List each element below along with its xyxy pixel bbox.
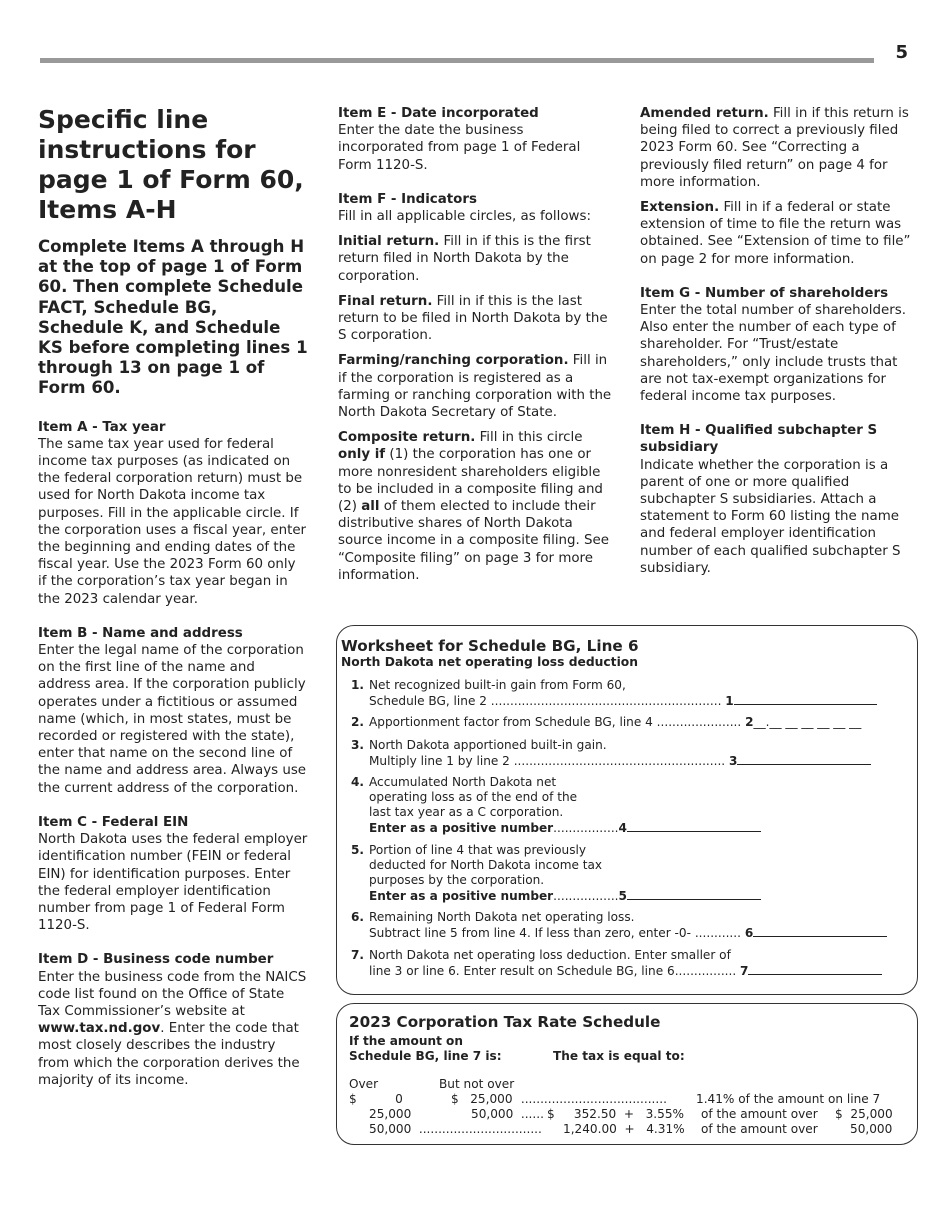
lead-paragraph: Complete Items A through H at the top of page 1 of Form 60. Then complete Schedule FACT, Schedule BG, Schedule K, and Schedule KS before completing lines 1 through 13 on page 1 of Form 60. — [38, 237, 308, 398]
worksheet-title: Worksheet for Schedule BG, Line 6 — [341, 637, 639, 655]
worksheet-subtitle: North Dakota net operating loss deduction — [341, 655, 638, 669]
line-number: 7. — [351, 948, 365, 962]
item-b-heading: Item B - Name and address — [38, 625, 243, 641]
rate-over: 25,000 — [369, 1107, 412, 1121]
line-text: Subtract line 5 from line 4. If less than zero, enter -0- — [369, 926, 691, 940]
line-text-row: Schedule BG, line 2 ............................................................ 1 — [369, 693, 877, 709]
line-ref: 6 — [744, 926, 754, 940]
item-g-section — [640, 285, 915, 405]
farming-label: Farming/ranching corporation. — [338, 353, 569, 369]
rate-head-left-1: If the amount on — [349, 1034, 463, 1048]
line-text: operating loss as of the end of the — [369, 790, 578, 804]
item-d-text — [38, 969, 308, 1089]
amended-desc: Fill in if this return is being filed to correct a previously filed 2023 Form 60. See “Correcting a previously filed return” on page 4 for more information. — [640, 106, 909, 190]
rate-over: 50,000 — [369, 1122, 412, 1136]
rate-row — [349, 1092, 909, 1107]
rate-row — [349, 1122, 909, 1137]
amended-return-text — [640, 105, 915, 191]
line-text: deducted for North Dakota income tax — [369, 858, 603, 872]
line-text: purposes by the corporation. — [369, 873, 545, 887]
line-ref: 1 — [725, 694, 734, 708]
final-return-text — [338, 293, 613, 345]
column-3 — [640, 105, 915, 594]
item-f-section — [338, 191, 613, 225]
rate-leader: ................................ — [415, 1122, 542, 1136]
line-2-input[interactable]: __.__ __ __ __ __ __ — [753, 715, 862, 729]
line-text: Apportionment factor from Schedule BG, line 4 — [369, 715, 653, 729]
rate-threshold: 50,000 — [850, 1122, 893, 1136]
composite-desc: of them elected to include their distributive shares of North Dakota source income in a composite filing. See “Composite filing” on page 3 for more information. — [338, 499, 610, 583]
line-ref: 3 — [728, 754, 738, 768]
item-f-text: Fill in all applicable circles, as follows: — [338, 209, 591, 225]
item-d-text-part: Enter the business code from the NAICS code list found on the Office of State Tax Commissioner’s website at — [38, 969, 307, 1019]
rate-head-left — [349, 1034, 502, 1064]
line-ref: 4 — [618, 821, 627, 835]
item-g-heading: Item G - Number of shareholders — [640, 285, 889, 301]
line-ref: 2 — [745, 715, 754, 729]
column-1 — [38, 105, 308, 1106]
col-over: Over — [349, 1077, 379, 1091]
line-number: 4. — [351, 775, 365, 789]
line-number: 5. — [351, 843, 365, 857]
rate-description: of the amount over — [701, 1122, 818, 1136]
line-text: Accumulated North Dakota net — [369, 775, 557, 789]
item-e-text: Enter the date the business incorporated from page 1 of Federal Form 1120-S. — [338, 123, 581, 173]
composite-text — [338, 429, 613, 584]
line-1-input[interactable] — [734, 693, 877, 705]
line-text: Enter as a positive number — [369, 889, 554, 903]
rate-base-and-pct: $ 352.50 + 3.55% — [547, 1107, 685, 1121]
composite-emphasis: all — [361, 499, 380, 515]
line-ref: 7 — [740, 964, 749, 978]
initial-return-label: Initial return. — [338, 234, 440, 250]
item-e-section — [338, 105, 613, 174]
item-c-section — [38, 814, 308, 934]
item-h-text: Indicate whether the corporation is a parent of one or more qualified subchapter S subsidiaries. Attach a statement to Form 60 listing the name and federal employer identification number of each qualified subchapter S subsidiary. — [640, 457, 901, 576]
rate-description: of the amount over — [701, 1107, 818, 1121]
rate-base-and-pct: 1,240.00 + 4.31% — [563, 1122, 685, 1136]
line-text-row: Multiply line 1 by line 2 ....................................................... 3 — [369, 753, 871, 769]
composite-desc: (1) the corporation has one or more nonresident shareholders eligible to be included in a composite filing and (2) — [338, 447, 603, 515]
tax-website-link[interactable]: www.tax.nd.gov — [38, 1021, 161, 1037]
composite-desc: Fill in this circle — [475, 430, 583, 446]
item-a-section — [38, 419, 308, 608]
composite-emphasis: only if — [338, 447, 386, 463]
rate-col-headers — [349, 1077, 909, 1092]
line-text: Portion of line 4 that was previously — [369, 843, 587, 857]
farming-desc: Fill in if the corporation is registered as a farming or ranching corporation with the North Dakota Secretary of State. — [338, 353, 612, 421]
line-text: Remaining North Dakota net operating loss. — [369, 910, 635, 924]
line-6-input[interactable] — [753, 925, 887, 937]
line-text-row: line 3 or line 6. Enter result on Schedule BG, line 6................ 7 — [369, 963, 882, 979]
extension-text — [640, 199, 915, 268]
line-text: Enter as a positive number — [369, 821, 554, 835]
item-c-heading: Item C - Federal EIN — [38, 814, 189, 830]
line-text-row: Enter as a positive number.................4 — [369, 820, 761, 836]
item-f-heading: Item F - Indicators — [338, 191, 477, 207]
final-return-desc: Fill in if this is the last return to be filed in North Dakota by the S corporation. — [338, 293, 608, 344]
line-number: 1. — [351, 678, 365, 692]
rate-threshold: $ 25,000 — [835, 1107, 893, 1121]
item-h-heading: Item H - Qualified subchapter S subsidiary — [640, 423, 878, 456]
line-number: 6. — [351, 910, 365, 924]
farming-text — [338, 352, 613, 421]
item-b-text: Enter the legal name of the corporation on the first line of the name and address area. If the corporation publicly operates under a fictitious or assumed name (which, in most states, must be recorded or registered with the state), enter that name on the second line of the name and address area. Always use the current address of the corporation. — [38, 643, 307, 796]
item-b-section — [38, 625, 308, 797]
rate-schedule-box — [336, 1003, 918, 1145]
rate-description: 1.41% of the amount on line 7 — [696, 1092, 881, 1106]
line-5-input[interactable] — [627, 888, 761, 900]
item-c-text: North Dakota uses the federal employer identification number (FEIN or federal EIN) for identification purposes. Enter the federal employer identification number from page 1 of Federal Form 1120-S. — [38, 832, 308, 934]
item-g-text: Enter the total number of shareholders. Also enter the number of each type of shareholder. For “Trust/estate shareholders,” only include trusts that are not tax-exempt organizations for federal income tax purposes. — [640, 303, 906, 405]
rate-but-not-over: 50,000 — [471, 1107, 514, 1121]
worksheet-box — [336, 625, 918, 995]
rate-schedule-title: 2023 Corporation Tax Rate Schedule — [349, 1013, 661, 1031]
page-number: 5 — [895, 42, 908, 63]
rate-head-right: The tax is equal to: — [553, 1049, 685, 1063]
extension-desc: Fill in if a federal or state extension of time to file the return was obtained. See “Extension of time to file” on page 2 for more information. — [640, 200, 911, 267]
rate-row — [349, 1107, 909, 1122]
line-4-input[interactable] — [627, 820, 761, 832]
amended-label: Amended return. — [640, 106, 769, 121]
line-text: Schedule BG, line 2 — [369, 694, 487, 708]
rate-over: $ 0 — [349, 1092, 403, 1106]
extension-label: Extension. — [640, 200, 720, 216]
line-text: Net recognized built-in gain from Form 60, — [369, 678, 626, 692]
rate-but-not-over: $ 25,000 — [451, 1092, 513, 1106]
line-text-row: Subtract line 5 from line 4. If less than zero, enter -0- ............ 6 — [369, 925, 887, 941]
rate-head-left-2: Schedule BG, line 7 is: — [349, 1049, 502, 1063]
rate-leader: ...... — [517, 1107, 544, 1121]
line-number: 3. — [351, 738, 365, 752]
item-a-heading: Item A - Tax year — [38, 419, 166, 435]
item-d-section — [38, 951, 308, 1089]
column-2 — [338, 105, 613, 592]
item-h-section — [640, 422, 915, 577]
rate-leader: ...................................... — [517, 1092, 667, 1106]
page-title: Specific line instructions for page 1 of Form 60, Items A-H — [38, 105, 304, 224]
line-number: 2. — [351, 715, 365, 729]
line-text: North Dakota apportioned built-in gain. — [369, 738, 607, 752]
line-3-input[interactable] — [737, 753, 871, 765]
line-text: last tax year as a C corporation. — [369, 805, 564, 819]
item-a-text: The same tax year used for federal income tax purposes (as indicated on the federal corporation return) must be used for North Dakota income tax purposes. Fill in the applicable circle. If the corporation uses a fiscal year, enter the beginning and ending dates of the fiscal year. Use the 2023 Form 60 only if the corporation’s tax year began in the 2023 calendar year. — [38, 436, 307, 607]
item-d-heading: Item D - Business code number — [38, 952, 274, 968]
header-rule — [40, 58, 874, 63]
line-text: North Dakota net operating loss deduction. Enter smaller of — [369, 948, 731, 962]
line-text-row: Apportionment factor from Schedule BG, line 4 ...................... 2__.__ __ __ __ __ __ — [369, 715, 862, 729]
item-e-heading: Item E - Date incorporated — [338, 106, 539, 121]
line-7-input[interactable] — [748, 963, 882, 975]
final-return-label: Final return. — [338, 293, 433, 309]
item-d-text-part: . Enter the code that most closely describes the industry from which the corporation derives the majority of its income. — [38, 1021, 300, 1088]
col-but-not-over: But not over — [439, 1077, 515, 1091]
line-text: Multiply line 1 by line 2 — [369, 754, 510, 768]
line-text: line 3 or line 6. Enter result on Schedule BG, line 6 — [369, 964, 675, 978]
line-text-row: Enter as a positive number.................5 — [369, 888, 761, 904]
composite-label: Composite return. — [338, 430, 476, 446]
initial-return-desc: Fill in if this is the first return filed in North Dakota by the corporation. — [338, 234, 591, 284]
initial-return-text — [338, 233, 613, 285]
line-ref: 5 — [618, 889, 627, 903]
